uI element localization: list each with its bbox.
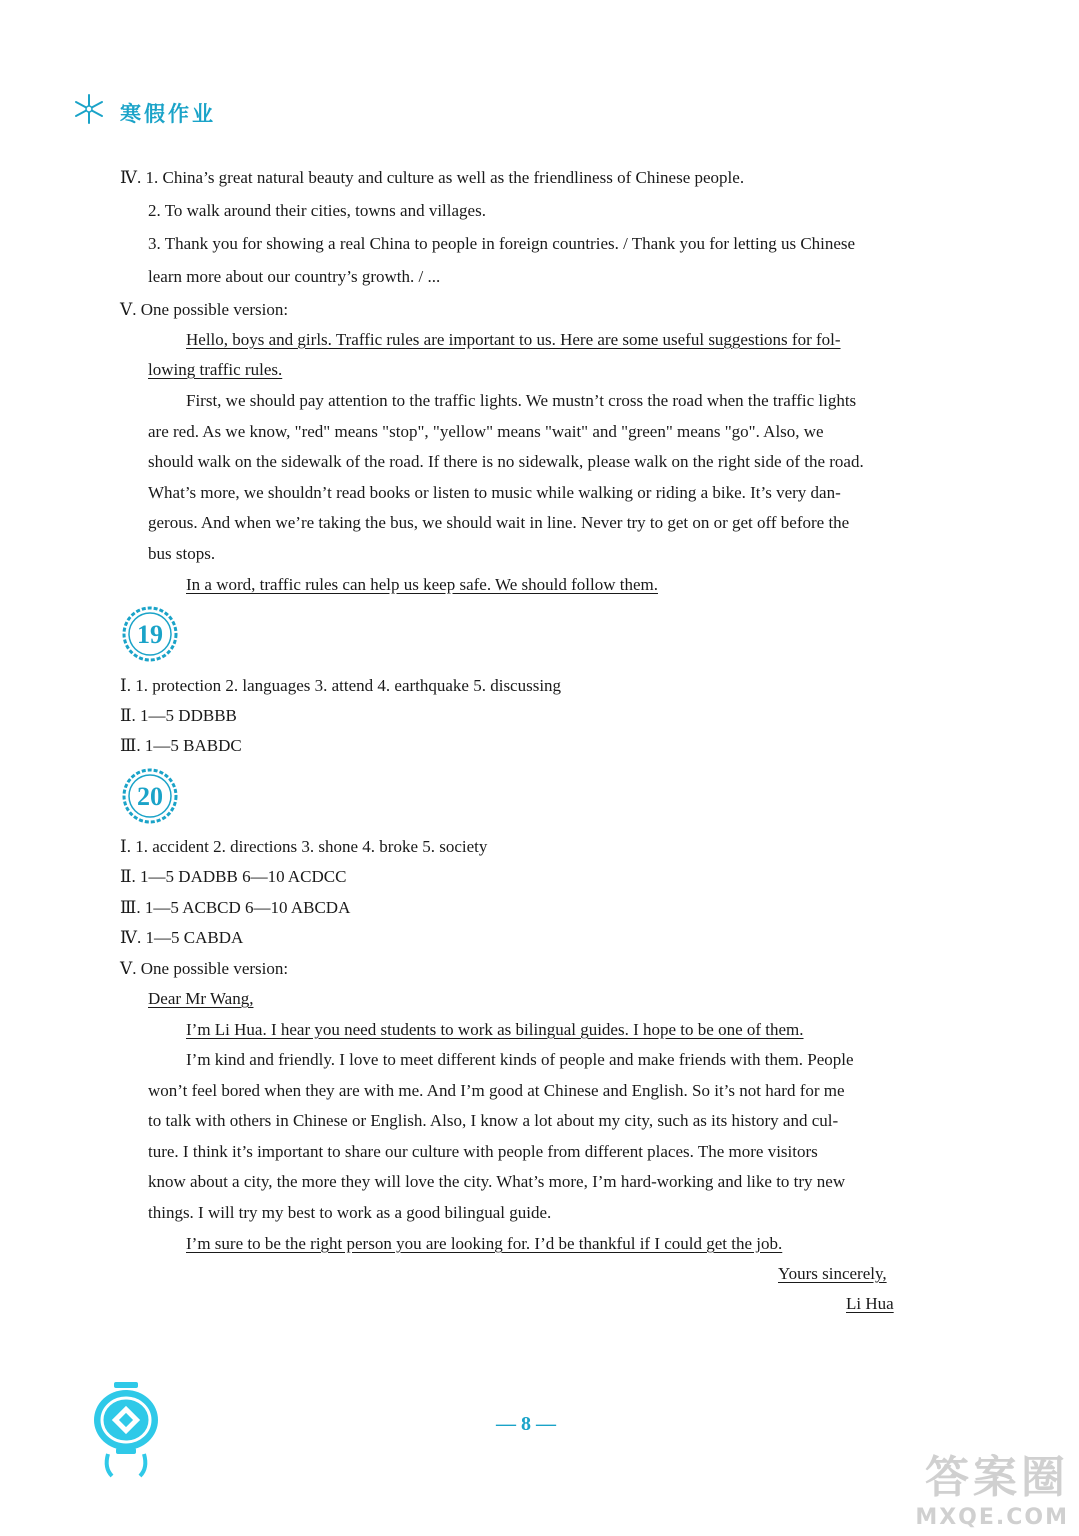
watermark-logo: 答案圈 xyxy=(925,1452,1069,1503)
iv-item-3a: 3. Thank you for showing a real China to people in foreign countries. / Thank you for letting us Chinese xyxy=(148,234,856,253)
s20-part-i: Ⅰ. 1. accident 2. directions 3. shone 4. broke 5. society xyxy=(120,837,488,856)
s20-part-iv: Ⅳ. 1—5 CABDA xyxy=(120,928,244,947)
iv-item-2: 2. To walk around their cities, towns and villages. xyxy=(148,201,486,220)
v-para2-line3: should walk on the sidewalk of the road. If there is no sidewalk, please walk on the right side of the road. xyxy=(148,452,864,471)
section-20-badge xyxy=(122,768,178,824)
v-para2-line5: gerous. And when we’re taking the bus, we should wait in line. Never try to get on or get off before the xyxy=(148,513,850,532)
v-para2-line2: are red. As we know, "red" means "stop", "yellow" means "wait" and "green" means "go". Also, we xyxy=(148,422,824,441)
letter-para2-line3: to talk with others in Chinese or English. Also, I know a lot about my city, such as its history and cul- xyxy=(148,1111,839,1130)
s20-part-v-heading: Ⅴ. One possible version: xyxy=(120,959,289,978)
section-19-badge xyxy=(122,606,178,662)
letter-para2-line2: won’t feel bored when they are with me. And I’m good at Chinese and English. So it’s not hard for me xyxy=(148,1081,845,1100)
s19-part-i: Ⅰ. 1. protection 2. languages 3. attend 4. earthquake 5. discussing xyxy=(120,676,562,695)
letter-closing: Yours sincerely, xyxy=(778,1264,887,1283)
s19-part-ii: Ⅱ. 1—5 DDBBB xyxy=(120,706,237,725)
v-para2-line1: First, we should pay attention to the traffic lights. We mustn’t cross the road when the traffic lights xyxy=(186,391,857,410)
letter-para2-line4: ture. I think it’s important to share our culture with people from different places. The more visitors xyxy=(148,1142,818,1161)
iv-item-1: Ⅳ. 1. China’s great natural beauty and culture as well as the friendliness of Chinese people. xyxy=(120,168,745,187)
s20-part-ii: Ⅱ. 1—5 DADBB 6—10 ACDCC xyxy=(120,867,347,886)
watermark-url: MXQE.COM xyxy=(915,1505,1069,1530)
v-heading: Ⅴ. One possible version: xyxy=(120,300,289,319)
snowflake-icon xyxy=(72,92,106,126)
letter-salutation: Dear Mr Wang, xyxy=(148,989,254,1008)
lantern-icon xyxy=(86,1380,166,1480)
v-para1-line1: Hello, boys and girls. Traffic rules are important to us. Here are some useful suggestions for fol- xyxy=(186,330,841,349)
page-number: — 8 — xyxy=(496,1413,556,1435)
letter-para3: I’m sure to be the right person you are looking for. I’d be thankful if I could get the job. xyxy=(186,1234,783,1253)
iv-item-3b: learn more about our country’s growth. / ... xyxy=(148,267,441,286)
watermark xyxy=(915,1441,1069,1530)
s19-part-iii: Ⅲ. 1—5 BABDC xyxy=(120,736,242,755)
letter-para1: I’m Li Hua. I hear you need students to work as bilingual guides. I hope to be one of them. xyxy=(186,1020,804,1039)
v-para2-line6: bus stops. xyxy=(148,544,216,563)
letter-para2-line5: know about a city, the more they will love the city. What’s more, I’m hard-working and like to try new xyxy=(148,1172,846,1191)
section-20-number: 20 xyxy=(137,782,163,811)
letter-para2-line1: I’m kind and friendly. I love to meet different kinds of people and make friends with them. People xyxy=(186,1050,854,1069)
v-para2-line4: What’s more, we shouldn’t read books or listen to music while walking or riding a bike. It’s very dan- xyxy=(148,483,841,502)
s20-part-iii: Ⅲ. 1—5 ACBCD 6—10 ABCDA xyxy=(120,898,351,917)
letter-signature: Li Hua xyxy=(846,1294,894,1313)
header-title: 寒假作业 xyxy=(120,102,216,126)
v-para3: In a word, traffic rules can help us keep safe. We should follow them. xyxy=(186,575,658,594)
letter-para2-line6: things. I will try my best to work as a good bilingual guide. xyxy=(148,1203,552,1222)
v-para1-line2: lowing traffic rules. xyxy=(148,360,283,379)
section-19-number: 19 xyxy=(137,620,163,649)
